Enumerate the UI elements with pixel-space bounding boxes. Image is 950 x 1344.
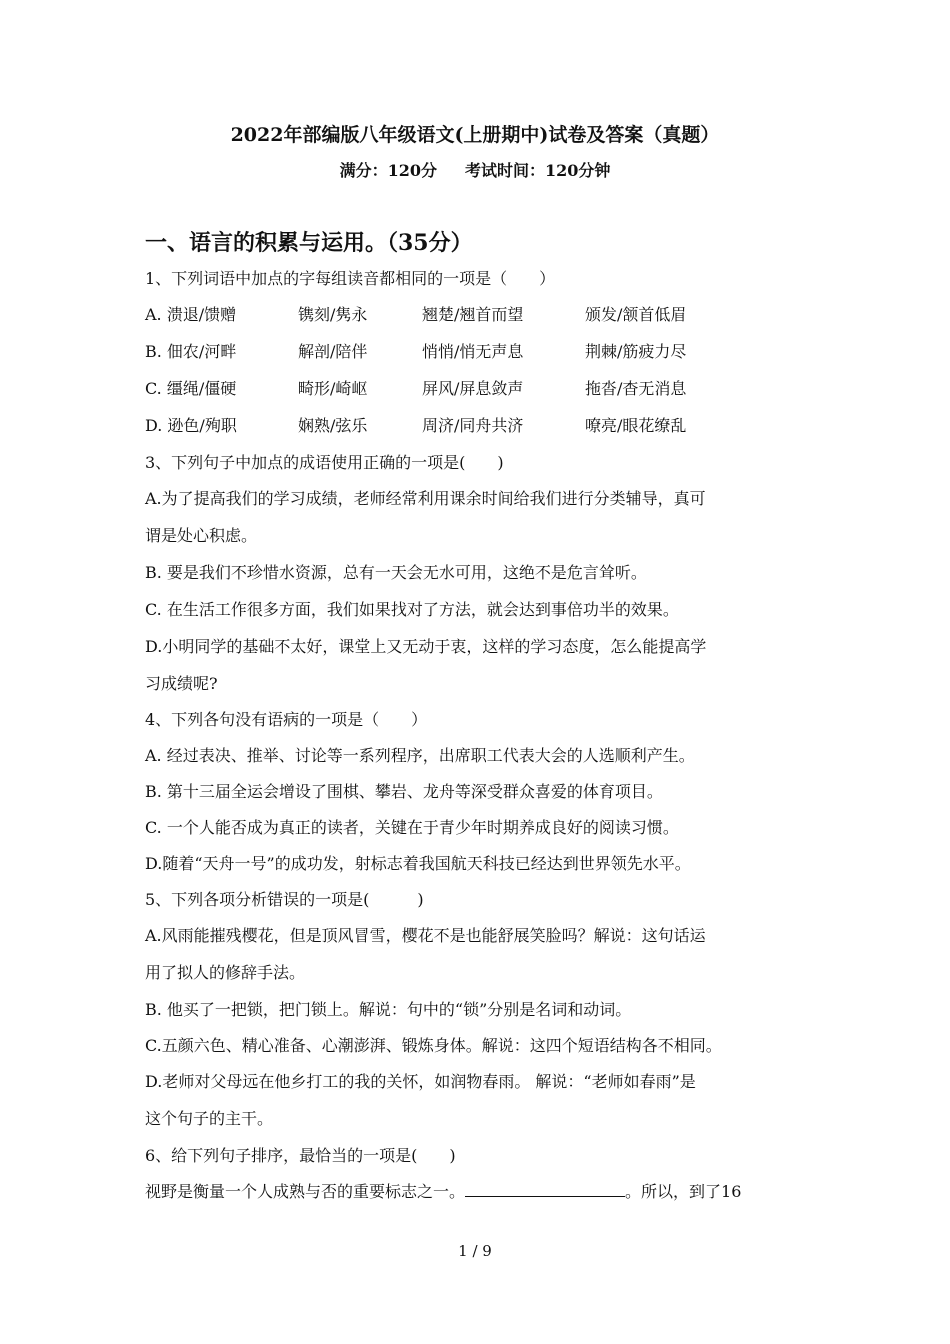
q3-stem: 3、下列句子中加点的成语使用正确的一项是( ) [145, 453, 504, 472]
q5-option-a-cont: 用了拟人的修辞手法。 [145, 963, 306, 982]
q1-option-cell: 畸形/崎岖 [298, 379, 368, 398]
q3-option-c: C. 在生活工作很多方面，我们如果找对了方法，就会达到事倍功半的效果。 [145, 600, 679, 619]
answer-blank[interactable] [465, 1178, 625, 1197]
q4-option-a: A. 经过表决、推举、讨论等一系列程序，出席职工代表大会的人选顺利产生。 [145, 746, 695, 765]
full-score: 满分：120分 [339, 161, 437, 180]
q1-option-row [145, 411, 810, 448]
q6-passage-end: 。所以，到了16 [625, 1182, 742, 1201]
q1-option-row [145, 337, 810, 374]
q1-option-cell: 屏风/屏息敛声 [422, 379, 524, 398]
q1-option-cell: 嘹亮/眼花缭乱 [585, 416, 687, 435]
exam-info [0, 158, 950, 181]
q1-option-cell: 翘楚/翘首而望 [422, 305, 524, 324]
q6-passage-start: 视野是衡量一个人成熟与否的重要标志之一。 [145, 1182, 466, 1201]
q4-option-d: D.随着“天舟一号”的成功发，射标志着我国航天科技已经达到世界领先水平。 [145, 854, 691, 873]
q6-stem: 6、给下列句子排序，最恰当的一项是( ) [145, 1146, 456, 1165]
q1-option-cell: 荆棘/筋疲力尽 [585, 342, 687, 361]
q3-option-a: A.为了提高我们的学习成绩，老师经常利用课余时间给我们进行分类辅导，真可 [145, 489, 706, 508]
q5-stem: 5、下列各项分析错误的一项是( ) [145, 890, 424, 909]
q3-option-d-cont: 习成绩呢? [145, 674, 218, 693]
q1-option-cell: 解剖/陪伴 [298, 342, 368, 361]
q1-option-cell: 娴熟/弦乐 [298, 416, 368, 435]
q6-passage [145, 1177, 810, 1213]
questions [145, 264, 810, 1213]
q1-option-cell: 悄悄/悄无声息 [422, 342, 524, 361]
q5-option-d: D.老师对父母远在他乡打工的我的关怀，如润物春雨。 解说：“老师如春雨”是 [145, 1072, 696, 1091]
q1-option-cell: D. 逊色/殉职 [145, 416, 237, 435]
page-number: 1 / 9 [458, 1242, 492, 1260]
q5-option-c: C.五颜六色、精心准备、心潮澎湃、锻炼身体。解说：这四个短语结构各不相同。 [145, 1036, 722, 1055]
q3-option-d: D.小明同学的基础不太好，课堂上又无动于衷，这样的学习态度，怎么能提高学 [145, 637, 707, 656]
q1-option-cell: 颁发/颔首低眉 [585, 305, 687, 324]
q4-option-b: B. 第十三届全运会增设了围棋、攀岩、龙舟等深受群众喜爱的体育项目。 [145, 782, 663, 801]
q4-stem: 4、下列各句没有语病的一项是（ ） [145, 710, 428, 729]
q1-option-cell: 镌刻/隽永 [298, 305, 368, 324]
q1-option-row [145, 300, 810, 337]
q1-option-cell: C. 缰绳/僵硬 [145, 379, 237, 398]
q5-option-b: B. 他买了一把锁，把门锁上。解说：句中的“锁”分别是名词和动词。 [145, 1000, 632, 1019]
q4-option-c: C. 一个人能否成为真正的读者，关键在于青少年时期养成良好的阅读习惯。 [145, 818, 679, 837]
page-title: 2022年部编版八年级语文(上册期中)试卷及答案（真题） [230, 124, 720, 146]
q3-option-b: B. 要是我们不珍惜水资源，总有一天会无水可用，这绝不是危言耸听。 [145, 563, 647, 582]
q5-option-d-cont: 这个句子的主干。 [145, 1109, 274, 1128]
q1-option-cell: 拖沓/杳无消息 [585, 379, 687, 398]
q1-option-row [145, 374, 810, 411]
section-heading: 一、语言的积累与运用。（35分） [145, 230, 473, 256]
q1-option-cell: A. 溃退/馈赠 [145, 305, 237, 324]
q5-option-a: A.风雨能摧残樱花，但是顶风冒雪，樱花不是也能舒展笑脸吗？解说：这句话运 [145, 926, 706, 945]
q3-option-a-cont: 谓是处心积虑。 [145, 526, 258, 545]
q1-stem: 1、下列词语中加点的字每组读音都相同的一项是（ ） [145, 269, 556, 288]
q1-option-cell: 周济/同舟共济 [422, 416, 524, 435]
q1-option-cell: B. 佃农/河畔 [145, 342, 237, 361]
exam-time: 考试时间：120分钟 [465, 161, 611, 180]
